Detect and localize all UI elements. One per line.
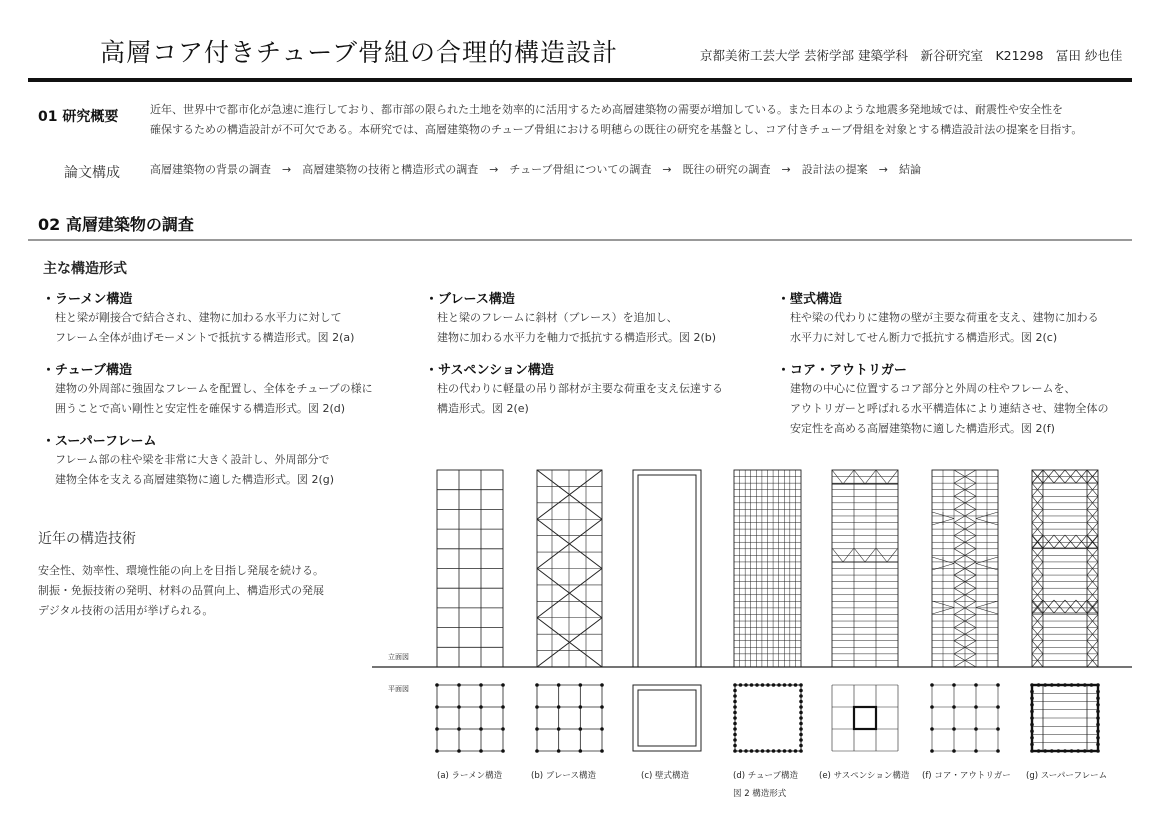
plan-g (1030, 749, 1034, 753)
plan-d (783, 683, 787, 687)
elevation-c (633, 470, 701, 667)
plan-g (1030, 716, 1034, 720)
plan-d (766, 749, 770, 753)
plan-d (733, 700, 737, 704)
plan-g (1070, 749, 1074, 753)
plan-a (435, 727, 439, 731)
plan-g (1030, 736, 1034, 740)
plan-b (579, 727, 583, 731)
elevation-e (843, 548, 854, 562)
plan-f (996, 727, 1000, 731)
plan-g (1096, 690, 1100, 694)
plan-g (1043, 683, 1047, 687)
plan-a (479, 727, 483, 731)
plan-f (930, 705, 934, 709)
plan-d (799, 722, 803, 726)
forms-heading: 主な構造形式 (43, 261, 127, 277)
plan-d (777, 683, 781, 687)
plan-g (1037, 683, 1041, 687)
plan-d (799, 727, 803, 731)
plan-f (952, 749, 956, 753)
plan-b (557, 727, 561, 731)
tech-line2: 制振・免振技術の発明、材料の品質向上、構造形式の発展 (38, 584, 324, 597)
overview-line-1: 近年、世界中で都市化が急速に進行しており、都市部の限られた土地を効率的に活用するため高層建築物の需要が増加している。また日本のような地震多発地域では、耐震性や安全性を (150, 103, 1063, 116)
plan-d (788, 683, 792, 687)
plan-a (435, 749, 439, 753)
plan-g (1030, 729, 1034, 733)
plan-a (501, 749, 505, 753)
figure-title: 図 2 構造形式 (733, 789, 787, 799)
plan-d (783, 749, 787, 753)
plan-b (600, 727, 604, 731)
plan-b (535, 727, 539, 731)
plan-g (1037, 749, 1041, 753)
plan-d (799, 711, 803, 715)
plan-c (638, 690, 696, 746)
elevation-e (854, 548, 865, 562)
plan-f (952, 705, 956, 709)
caption-g: (g) スーパーフレーム (1026, 771, 1108, 781)
plan-g (1030, 683, 1034, 687)
plan-d (755, 749, 759, 753)
plan-d (794, 683, 798, 687)
caption-d: (d) チューブ構造 (733, 771, 799, 781)
plan-d (799, 738, 803, 742)
plan-f (930, 749, 934, 753)
elevation-e (865, 548, 876, 562)
elevation-e (876, 548, 887, 562)
plan-f (930, 683, 934, 687)
item-outrigger-line1: 建物の中心に位置するコア部分と外周の柱やフレームを、 (790, 382, 1076, 395)
elevation-c (638, 475, 696, 667)
plan-label: 平面図 (388, 685, 409, 693)
plan-g (1057, 749, 1061, 753)
plan-d (750, 749, 754, 753)
tech-heading: 近年の構造技術 (38, 531, 136, 547)
elevation-e (887, 470, 898, 484)
plan-g (1030, 703, 1034, 707)
plan-d (794, 749, 798, 753)
tech-line3: デジタル技術の活用が挙げられる。 (38, 604, 214, 617)
item-wall-line2: 水平力に対してせん断力で抵抗する構造形式。図 2(c) (790, 331, 1058, 344)
plan-d (733, 716, 737, 720)
plan-g (1096, 710, 1100, 714)
plan-g (1090, 683, 1094, 687)
plan-g (1096, 743, 1100, 747)
plan-d (799, 694, 803, 698)
plan-d (733, 738, 737, 742)
elevation-e (832, 470, 843, 484)
plan-a (435, 705, 439, 709)
plan-f (974, 683, 978, 687)
plan-f (996, 705, 1000, 709)
plan-g (1030, 696, 1034, 700)
plan-c (633, 685, 701, 751)
item-outrigger-line3: 安定性を高める高層建築物に適した構造形式。図 2(f) (790, 422, 1055, 435)
plan-g (1030, 690, 1034, 694)
plan-g (1090, 749, 1094, 753)
elevation-e (832, 548, 843, 562)
plan-a (501, 683, 505, 687)
item-suspension-line2: 構造形式。図 2(e) (437, 402, 529, 415)
plan-d (761, 749, 765, 753)
plan-d (733, 749, 737, 753)
elevation-e (865, 470, 876, 484)
plan-g (1096, 729, 1100, 733)
structure-label: 論文構成 (64, 165, 120, 181)
plan-g (1050, 683, 1054, 687)
plan-d (799, 700, 803, 704)
elevation-e (887, 548, 898, 562)
plan-d (799, 689, 803, 693)
item-superframe-line2: 建物全体を支える高層建築物に適した構造形式。図 2(g) (55, 473, 335, 486)
item-wall-line1: 柱や梁の代わりに建物の壁が主要な荷重を支え、建物に加わる (790, 311, 1099, 324)
plan-d (761, 683, 765, 687)
plan-d (799, 683, 803, 687)
plan-b (557, 683, 561, 687)
caption-b: (b) ブレース構造 (531, 771, 596, 781)
plan-b (579, 749, 583, 753)
plan-d (799, 744, 803, 748)
plan-b (600, 705, 604, 709)
plan-d (739, 749, 743, 753)
plan-d (744, 683, 748, 687)
plan-b (557, 749, 561, 753)
plan-b (557, 705, 561, 709)
plan-g (1096, 696, 1100, 700)
plan-f (974, 705, 978, 709)
plan-d (777, 749, 781, 753)
caption-f: (f) コア・アウトリガー (922, 771, 1011, 781)
plan-d (733, 722, 737, 726)
item-tube-line1: 建物の外周部に強固なフレームを配置し、全体をチューブの様に (55, 382, 373, 395)
overview-line-2: 確保するための構造設計が不可欠である。本研究では、高層建築物のチューブ骨組における明穂らの既往の研究を基盤とし、コア付きチューブ骨組を対象とする構造設計法の提案を目指す。 (150, 123, 1083, 136)
caption-a: (a) ラーメン構造 (437, 771, 503, 781)
item-wall-title: ・壁式構造 (777, 292, 843, 307)
plan-a (479, 683, 483, 687)
plan-g (1096, 703, 1100, 707)
item-brace-title: ・ブレース構造 (425, 292, 515, 307)
plan-b (535, 705, 539, 709)
plan-d (772, 749, 776, 753)
plan-d (799, 705, 803, 709)
plan-g (1030, 723, 1034, 727)
elevation-e (876, 470, 887, 484)
item-tube-title: ・チューブ構造 (42, 363, 132, 378)
plan-d (733, 683, 737, 687)
plan-a (501, 727, 505, 731)
item-superframe-title: ・スーパーフレーム (42, 434, 157, 449)
plan-d (766, 683, 770, 687)
elevation-label: 立面図 (388, 653, 409, 661)
plan-d (744, 749, 748, 753)
plan-d (799, 733, 803, 737)
plan-g (1043, 749, 1047, 753)
plan-d (755, 683, 759, 687)
plan-g (1030, 743, 1034, 747)
plan-g (1070, 683, 1074, 687)
plan-b (579, 683, 583, 687)
plan-b (579, 705, 583, 709)
item-brace-line2: 建物に加わる水平力を軸力で抵抗する構造形式。図 2(b) (437, 331, 717, 344)
plan-d (735, 685, 801, 751)
plan-b (600, 683, 604, 687)
plan-g (1057, 683, 1061, 687)
plan-b (600, 749, 604, 753)
plan-g (1083, 683, 1087, 687)
plan-f (974, 749, 978, 753)
plan-f (930, 727, 934, 731)
plan-a (457, 749, 461, 753)
plan-g (1063, 683, 1067, 687)
page-title: 高層コア付きチューブ骨組の合理的構造設計 (100, 38, 619, 67)
plan-b (535, 683, 539, 687)
item-suspension-title: ・サスペンション構造 (425, 363, 554, 378)
plan-d (733, 733, 737, 737)
plan-d (733, 694, 737, 698)
item-outrigger-line2: アウトリガーと呼ばれる水平構造体により連結させ、建物全体の (790, 402, 1109, 415)
overview-heading: 01 研究概要 (38, 109, 119, 125)
plan-f (996, 683, 1000, 687)
item-tube-line2: 囲うことで高い剛性と安定性を確保する構造形式。図 2(d) (55, 402, 346, 415)
plan-a (457, 705, 461, 709)
plan-d (733, 727, 737, 731)
plan-d (788, 749, 792, 753)
elevation-e (843, 470, 854, 484)
plan-d (772, 683, 776, 687)
plan-d (733, 705, 737, 709)
plan-g (1096, 749, 1100, 753)
plan-d (733, 711, 737, 715)
plan-a (479, 749, 483, 753)
plan-f (952, 727, 956, 731)
plan-a (479, 705, 483, 709)
elevation-e (854, 470, 865, 484)
plan-d (799, 749, 803, 753)
caption-e: (e) サスペンション構造 (819, 771, 910, 781)
plan-g (1050, 749, 1054, 753)
plan-g (1083, 749, 1087, 753)
paper-flow: 高層建築物の背景の調査 → 高層建築物の技術と構造形式の調査 → チューブ骨組についての調査 → 既往の研究の調査 → 設計法の提案 → 結論 (150, 163, 921, 176)
plan-a (457, 727, 461, 731)
plan-b (535, 749, 539, 753)
plan-a (457, 683, 461, 687)
caption-c: (c) 壁式構造 (641, 771, 690, 781)
plan-f (952, 683, 956, 687)
plan-g (1096, 683, 1100, 687)
plan-d (799, 716, 803, 720)
plan-g (1063, 749, 1067, 753)
item-rahmen-line2: フレーム全体が曲げモーメントで抵抗する構造形式。図 2(a) (55, 331, 355, 344)
item-superframe-line1: フレーム部の柱や梁を非常に大きく設計し、外周部分で (55, 453, 330, 466)
item-rahmen-line1: 柱と梁が剛接合で結合され、建物に加わる水平力に対して (55, 311, 342, 324)
tech-line1: 安全性、効率性、環境性能の向上を目指し発展を続ける。 (38, 564, 324, 577)
plan-d (733, 689, 737, 693)
plan-f (996, 749, 1000, 753)
section2-heading: 02 高層建築物の調査 (38, 215, 194, 234)
plan-f (974, 727, 978, 731)
plan-g (1096, 736, 1100, 740)
plan-g (1076, 749, 1080, 753)
plan-a (501, 705, 505, 709)
plan-g (1030, 710, 1034, 714)
plan-g (1096, 723, 1100, 727)
item-rahmen-title: ・ラーメン構造 (42, 292, 133, 307)
item-outrigger-title: ・コア・アウトリガー (777, 363, 907, 378)
item-brace-line1: 柱と梁のフレームに斜材（ブレース）を追加し、 (437, 311, 678, 324)
plan-d (739, 683, 743, 687)
author-info: 京都美術工芸大学 芸術学部 建築学科 新谷研究室 K21298 冨田 紗也佳 (700, 48, 1123, 63)
plan-d (733, 744, 737, 748)
plan-g (1076, 683, 1080, 687)
plan-a (435, 683, 439, 687)
plan-g (1096, 716, 1100, 720)
plan-e (854, 707, 876, 729)
item-suspension-line1: 柱の代わりに軽量の吊り部材が主要な荷重を支え伝達する (437, 382, 723, 395)
plan-d (750, 683, 754, 687)
